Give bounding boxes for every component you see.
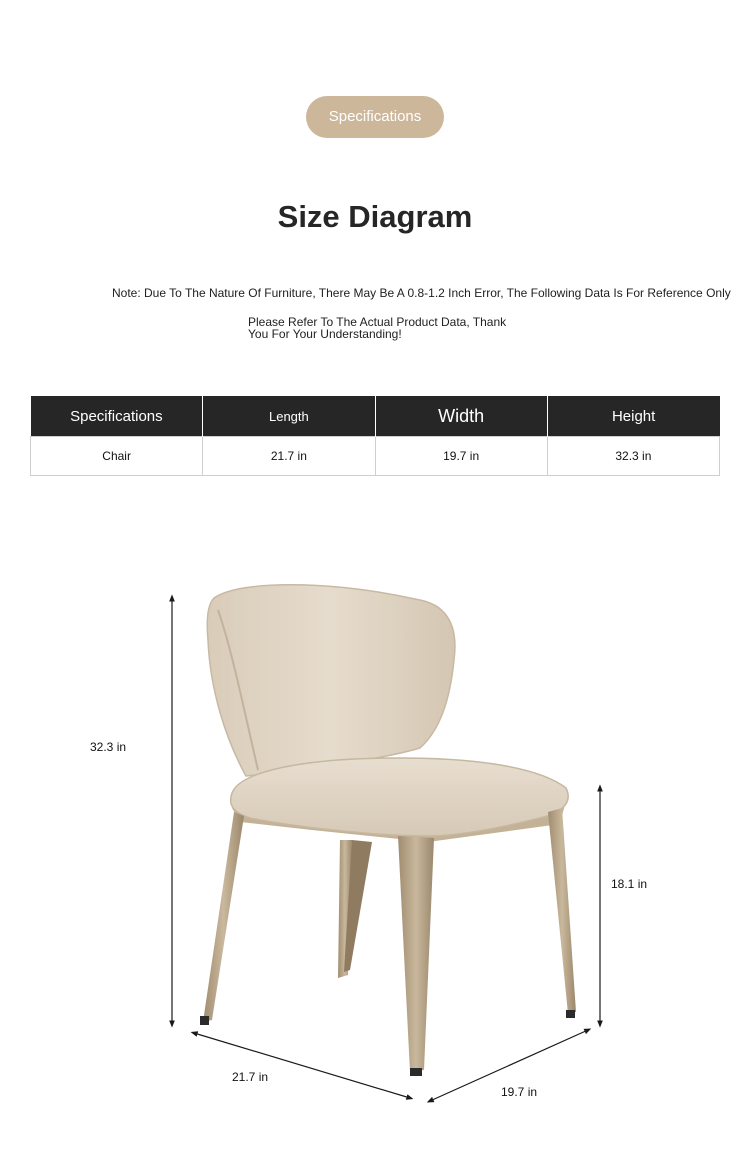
front-center-leg [398, 836, 434, 1072]
note-text-secondary: Please Refer To The Actual Product Data, Thank You For Your Understanding! [248, 315, 507, 341]
specifications-badge: Specifications [306, 96, 444, 138]
chair-backrest [207, 585, 455, 776]
total-height-label: 32.3 in [90, 740, 127, 754]
column-header-specifications: Specifications [31, 396, 203, 437]
front-right-leg [548, 808, 576, 1014]
width-label: 19.7 in [501, 1085, 538, 1099]
column-header-width: Width [375, 396, 547, 437]
width-cell: 19.7 in [375, 437, 547, 476]
page-title: Size Diagram [277, 199, 473, 234]
front-left-leg [203, 812, 244, 1022]
seat-height-label: 18.1 in [611, 877, 648, 891]
leg-foot [200, 1016, 209, 1025]
length-cell: 21.7 in [203, 437, 375, 476]
column-header-height: Height [547, 396, 719, 437]
note-text: Note: Due To The Nature Of Furniture, There May Be A 0.8-1.2 Inch Error, The Following Data Is For Reference Only [112, 286, 731, 300]
leg-foot [410, 1068, 422, 1076]
length-label: 21.7 in [232, 1070, 269, 1084]
length-arrow [194, 1033, 410, 1098]
row-name-cell: Chair [31, 437, 203, 476]
height-cell: 32.3 in [547, 437, 719, 476]
leg-foot [566, 1010, 575, 1018]
column-header-length: Length [203, 396, 375, 437]
